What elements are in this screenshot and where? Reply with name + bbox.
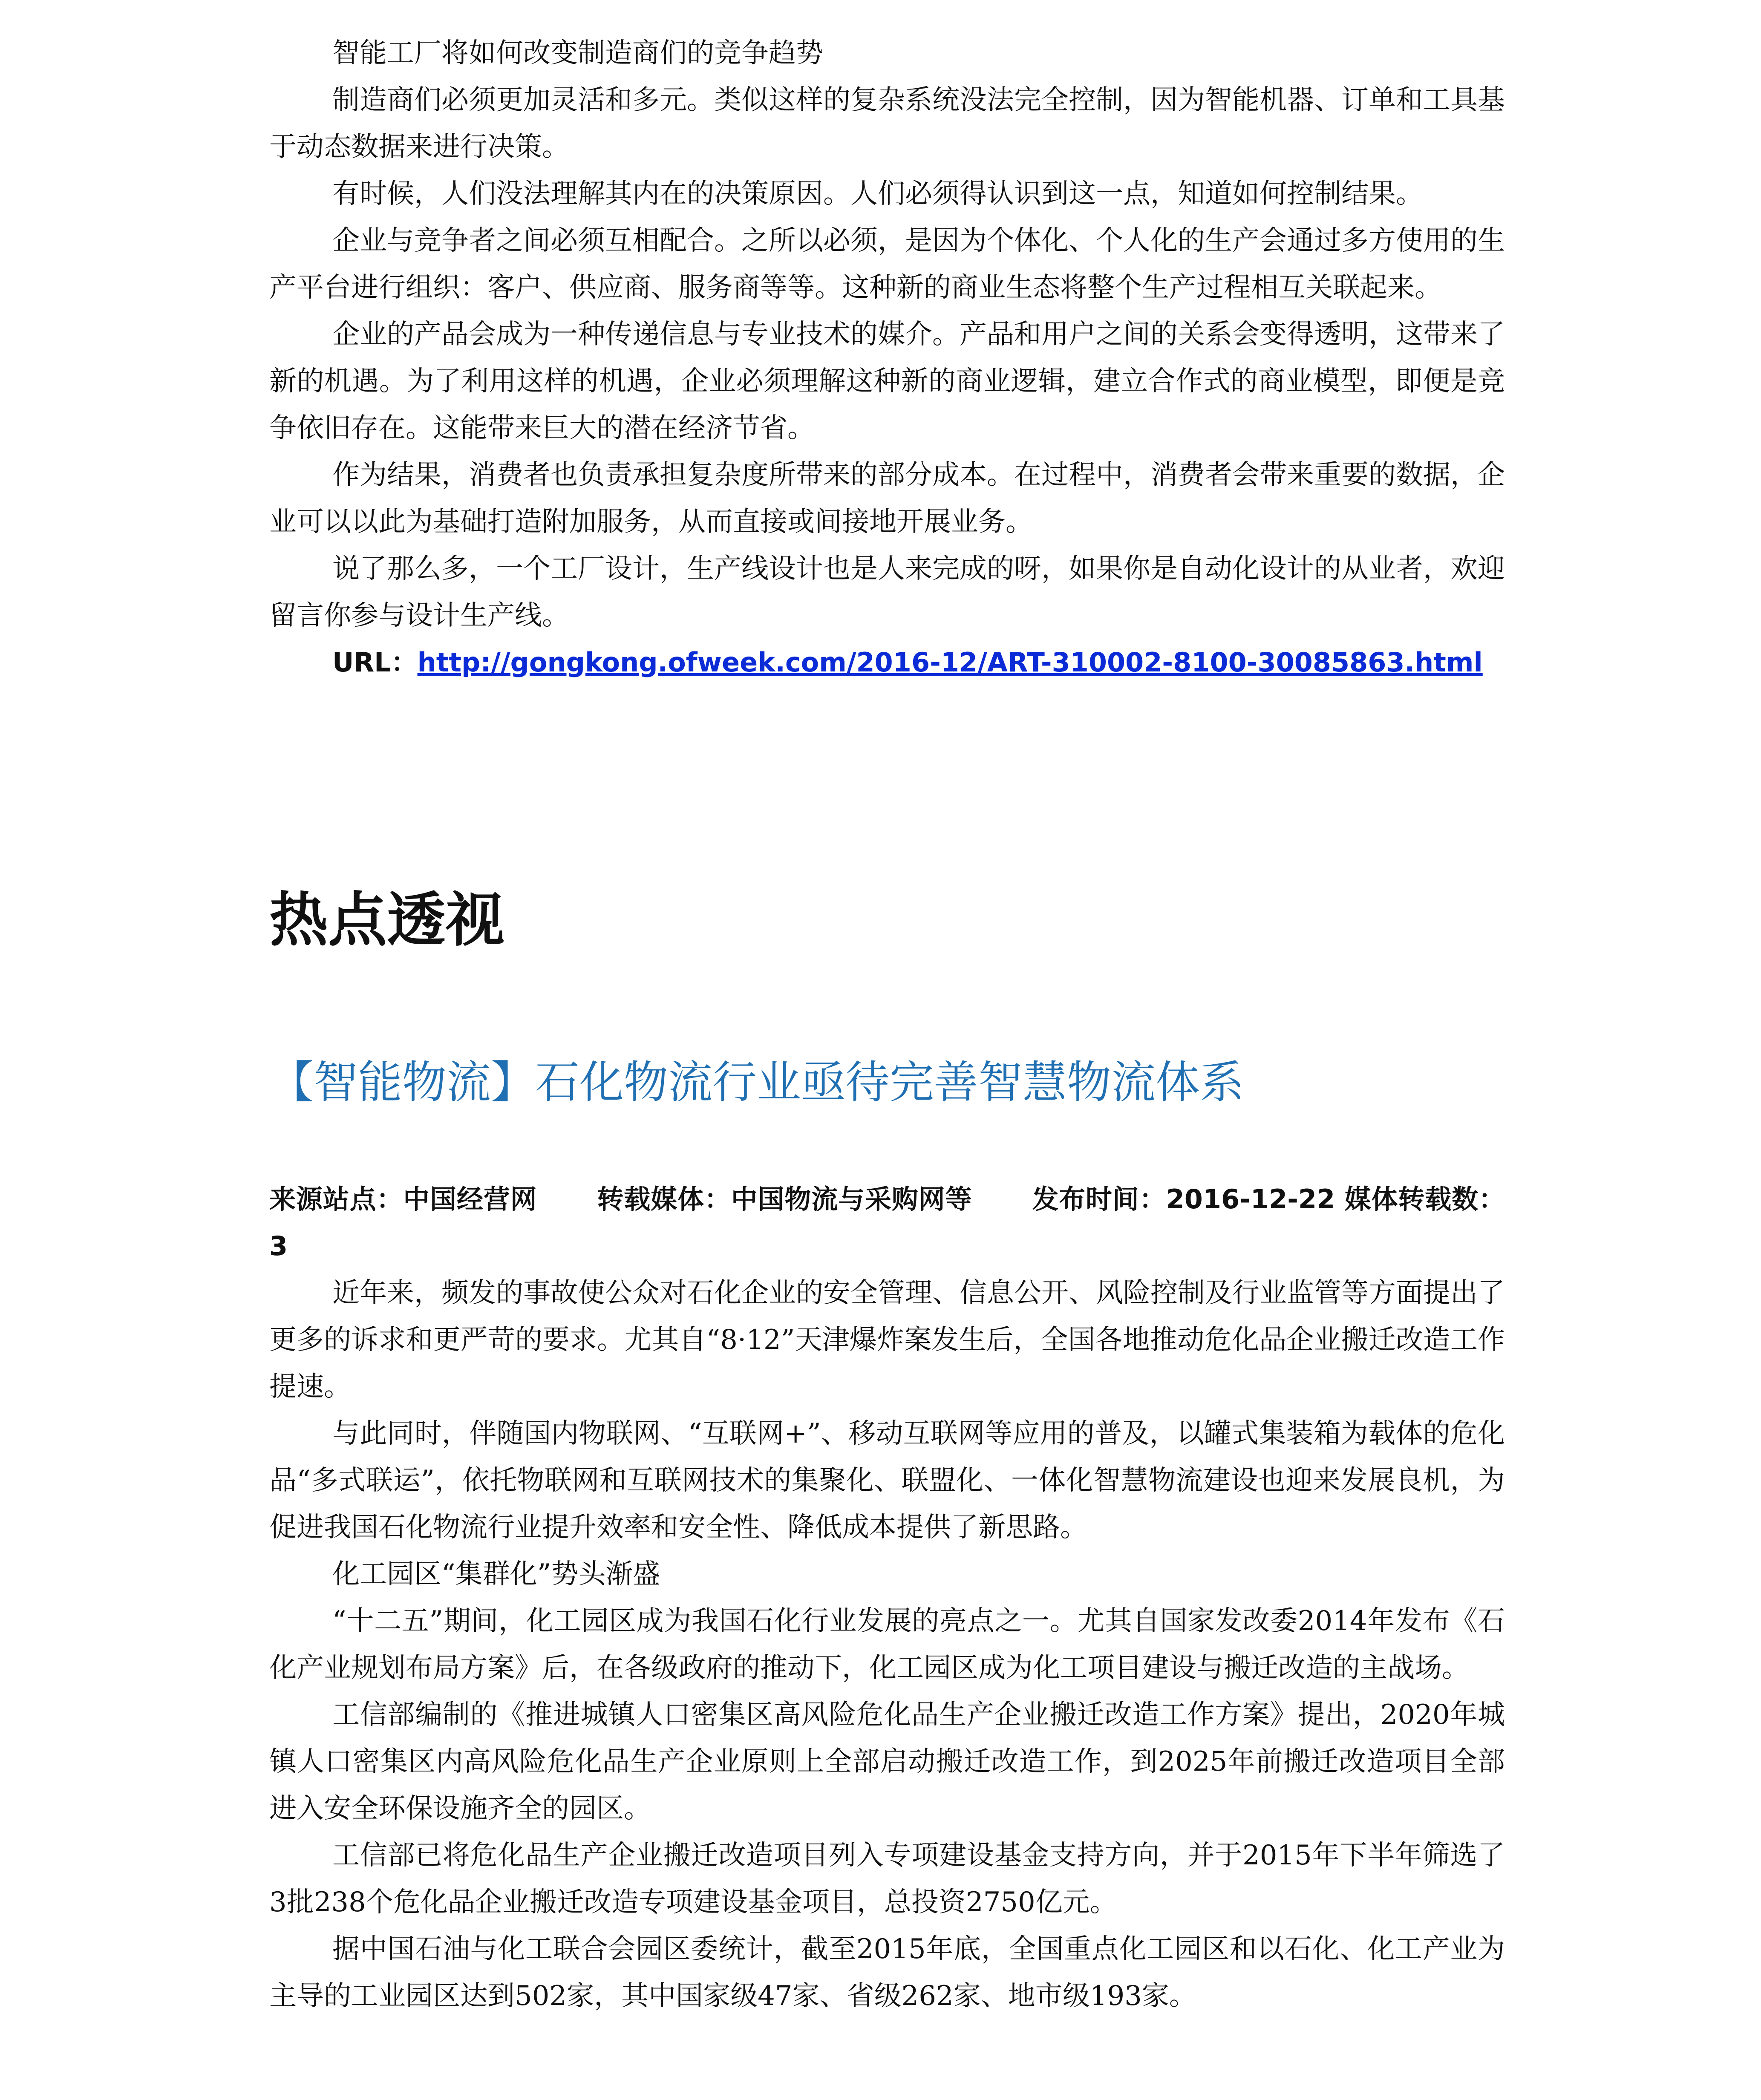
meta-count: 媒体转载数：3	[269, 1184, 1505, 1262]
article-title: 【智能物流】石化物流行业亟待完善智慧物流体系	[269, 1056, 1245, 1108]
section-heading: 热点透视	[269, 886, 505, 954]
paragraph: 智能工厂将如何改变制造商们的竞争趋势	[332, 37, 823, 69]
paragraph: 企业与竞争者之间必须互相配合。之所以必须，是因为个体化、个人化的生产会通过多方使用的生产平台进行组织：客户、供应商、服务商等等。这种新的商业生态将整个生产过程相互关联起来。	[269, 225, 1505, 303]
paragraph: 企业的产品会成为一种传递信息与专业技术的媒介。产品和用户之间的关系会变得透明，这带来了新的机遇。为了利用这样的机遇，企业必须理解这种新的商业逻辑，建立合作式的商业模型，即便是竞争依旧存在。这能带来巨大的潜在经济节省。	[269, 319, 1505, 444]
top-article-body	[269, 30, 1505, 686]
paragraph: 有时候，人们没法理解其内在的决策原因。人们必须得认识到这一点，知道如何控制结果。	[332, 178, 1423, 210]
paragraph: 工信部编制的《推进城镇人口密集区高风险危化品生产企业搬迁改造工作方案》提出，2020年城镇人口密集区内高风险危化品生产企业原则上全部启动搬迁改造工作，到2025年前搬迁改造项目全部进入安全环保设施齐全的园区。	[269, 1699, 1505, 1824]
paragraph: 据中国石油与化工联合会园区委统计，截至2015年底，全国重点化工园区和以石化、化工产业为主导的工业园区达到502家，其中国家级47家、省级262家、地市级193家。	[269, 1933, 1505, 2012]
meta-source: 来源站点：中国经营网	[269, 1184, 537, 1215]
url-label: URL：	[332, 647, 418, 678]
paragraph: “十二五”期间，化工园区成为我国石化行业发展的亮点之一。尤其自国家发改委2014年发布《石化产业规划布局方案》后，在各级政府的推动下，化工园区成为化工项目建设与搬迁改造的主战场。	[269, 1605, 1505, 1684]
meta-date: 发布时间：2016-12-22	[1032, 1184, 1335, 1215]
paragraph: 说了那么多，一个工厂设计，生产线设计也是人来完成的呀，如果你是自动化设计的从业者，欢迎留言你参与设计生产线。	[269, 553, 1505, 631]
article-meta	[269, 1176, 1505, 1270]
paragraph: 与此同时，伴随国内物联网、“互联网+”、移动互联网等应用的普及，以罐式集装箱为载体的危化品“多式联运”，依托物联网和互联网技术的集聚化、联盟化、一体化智慧物流建设也迎来发展良机，为促进我国石化物流行业提升效率和安全性、降低成本提供了新思路。	[269, 1418, 1505, 1543]
subheading: 化工园区“集群化”势头渐盛	[332, 1558, 660, 1590]
paragraph: 近年来，频发的事故使公众对石化企业的安全管理、信息公开、风险控制及行业监管等方面提出了更多的诉求和更严苛的要求。尤其自“8·12”天津爆炸案发生后，全国各地推动危化品企业搬迁改造工作提速。	[269, 1277, 1505, 1403]
document-content	[269, 30, 1505, 2012]
paragraph: 工信部已将危化品生产企业搬迁改造项目列入专项建设基金支持方向，并于2015年下半年筛选了3批238个危化品企业搬迁改造专项建设基金项目，总投资2750亿元。	[269, 1840, 1505, 1918]
meta-media: 转载媒体：中国物流与采购网等	[597, 1184, 972, 1215]
paragraph: 作为结果，消费者也负责承担复杂度所带来的部分成本。在过程中，消费者会带来重要的数据，企业可以以此为基础打造附加服务，从而直接或间接地开展业务。	[269, 459, 1505, 538]
article-body	[269, 1270, 1505, 2019]
source-url-link[interactable]: http://gongkong.ofweek.com/2016-12/ART-310002-8100-30085863.html	[417, 647, 1483, 678]
source-url-line	[269, 639, 1505, 686]
paragraph: 制造商们必须更加灵活和多元。类似这样的复杂系统没法完全控制，因为智能机器、订单和工具基于动态数据来进行决策。	[269, 84, 1505, 163]
